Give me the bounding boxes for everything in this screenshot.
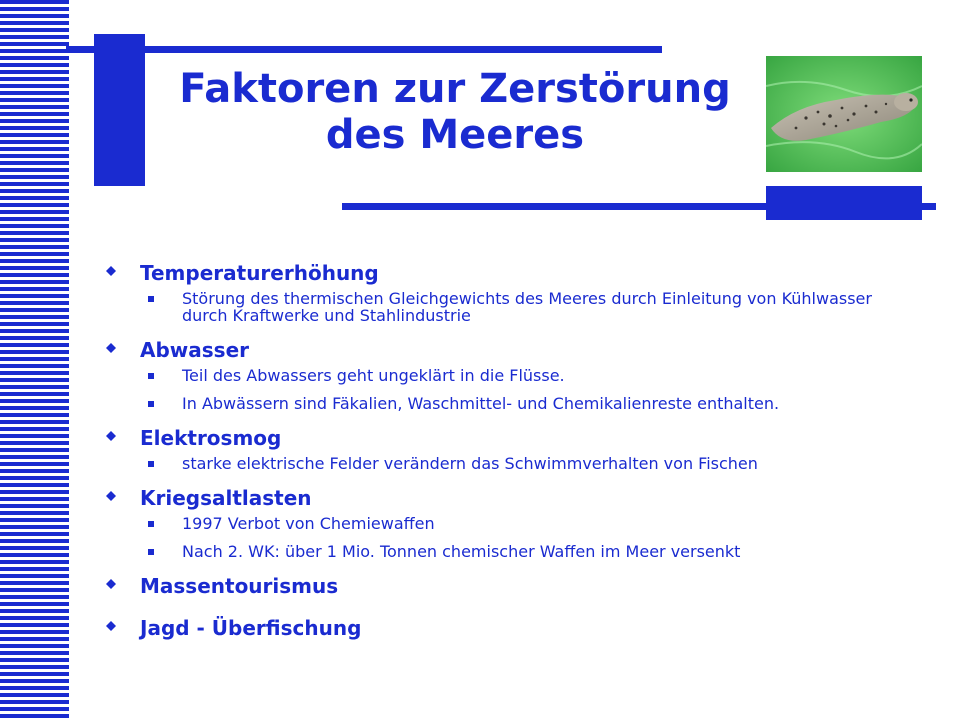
- diamond-bullet-icon: [106, 621, 116, 631]
- title-line-2: des Meeres: [325, 112, 585, 158]
- bullet-item: [104, 483, 904, 560]
- sub-item: Teil des Abwassers geht ungeklärt in die Flüsse.: [140, 367, 904, 384]
- bullet-item: [104, 613, 904, 643]
- title-line-1: Faktoren zur Zerstörung: [179, 66, 731, 112]
- bullet-item: [104, 258, 904, 324]
- title-top-bar: [66, 46, 662, 53]
- sub-item: In Abwässern sind Fäkalien, Waschmittel- und Chemikalienreste enthalten.: [140, 395, 904, 412]
- bullet-label: Abwasser: [140, 338, 250, 362]
- bullet-label: Jagd - Überfischung: [140, 616, 362, 640]
- left-stripe-decoration: [0, 0, 69, 720]
- slide-title: [150, 66, 760, 158]
- bullet-list: [104, 258, 904, 643]
- diamond-bullet-icon: [106, 431, 116, 441]
- sub-item: starke elektrische Felder verändern das Schwimmverhalten von Fischen: [140, 455, 904, 472]
- bullet-item: [104, 335, 904, 412]
- seal-icon: [766, 56, 922, 172]
- title-left-block: [94, 34, 145, 186]
- sub-item: Nach 2. WK: über 1 Mio. Tonnen chemischer Waffen im Meer versenkt: [140, 543, 904, 560]
- square-bullet-icon: [148, 401, 154, 407]
- diamond-bullet-icon: [106, 266, 116, 276]
- diamond-bullet-icon: [106, 343, 116, 353]
- diamond-bullet-icon: [106, 579, 116, 589]
- bullet-label: Elektrosmog: [140, 426, 282, 450]
- sub-item: 1997 Verbot von Chemiewaffen: [140, 515, 904, 532]
- bullet-item: [104, 423, 904, 472]
- bullet-label: Massentourismus: [140, 574, 339, 598]
- square-bullet-icon: [148, 461, 154, 467]
- square-bullet-icon: [148, 296, 154, 302]
- diamond-bullet-icon: [106, 491, 116, 501]
- sub-item: Störung des thermischen Gleichgewichts des Meeres durch Einleitung von Kühlwasser durch Kraftwerke und Stahlindustrie: [140, 290, 904, 324]
- square-bullet-icon: [148, 373, 154, 379]
- corner-block: [766, 186, 922, 220]
- seal-photo: [766, 56, 922, 172]
- square-bullet-icon: [148, 549, 154, 555]
- square-bullet-icon: [148, 521, 154, 527]
- bullet-label: Kriegsaltlasten: [140, 486, 312, 510]
- bullet-label: Temperaturerhöhung: [140, 261, 379, 285]
- bullet-item: [104, 571, 904, 601]
